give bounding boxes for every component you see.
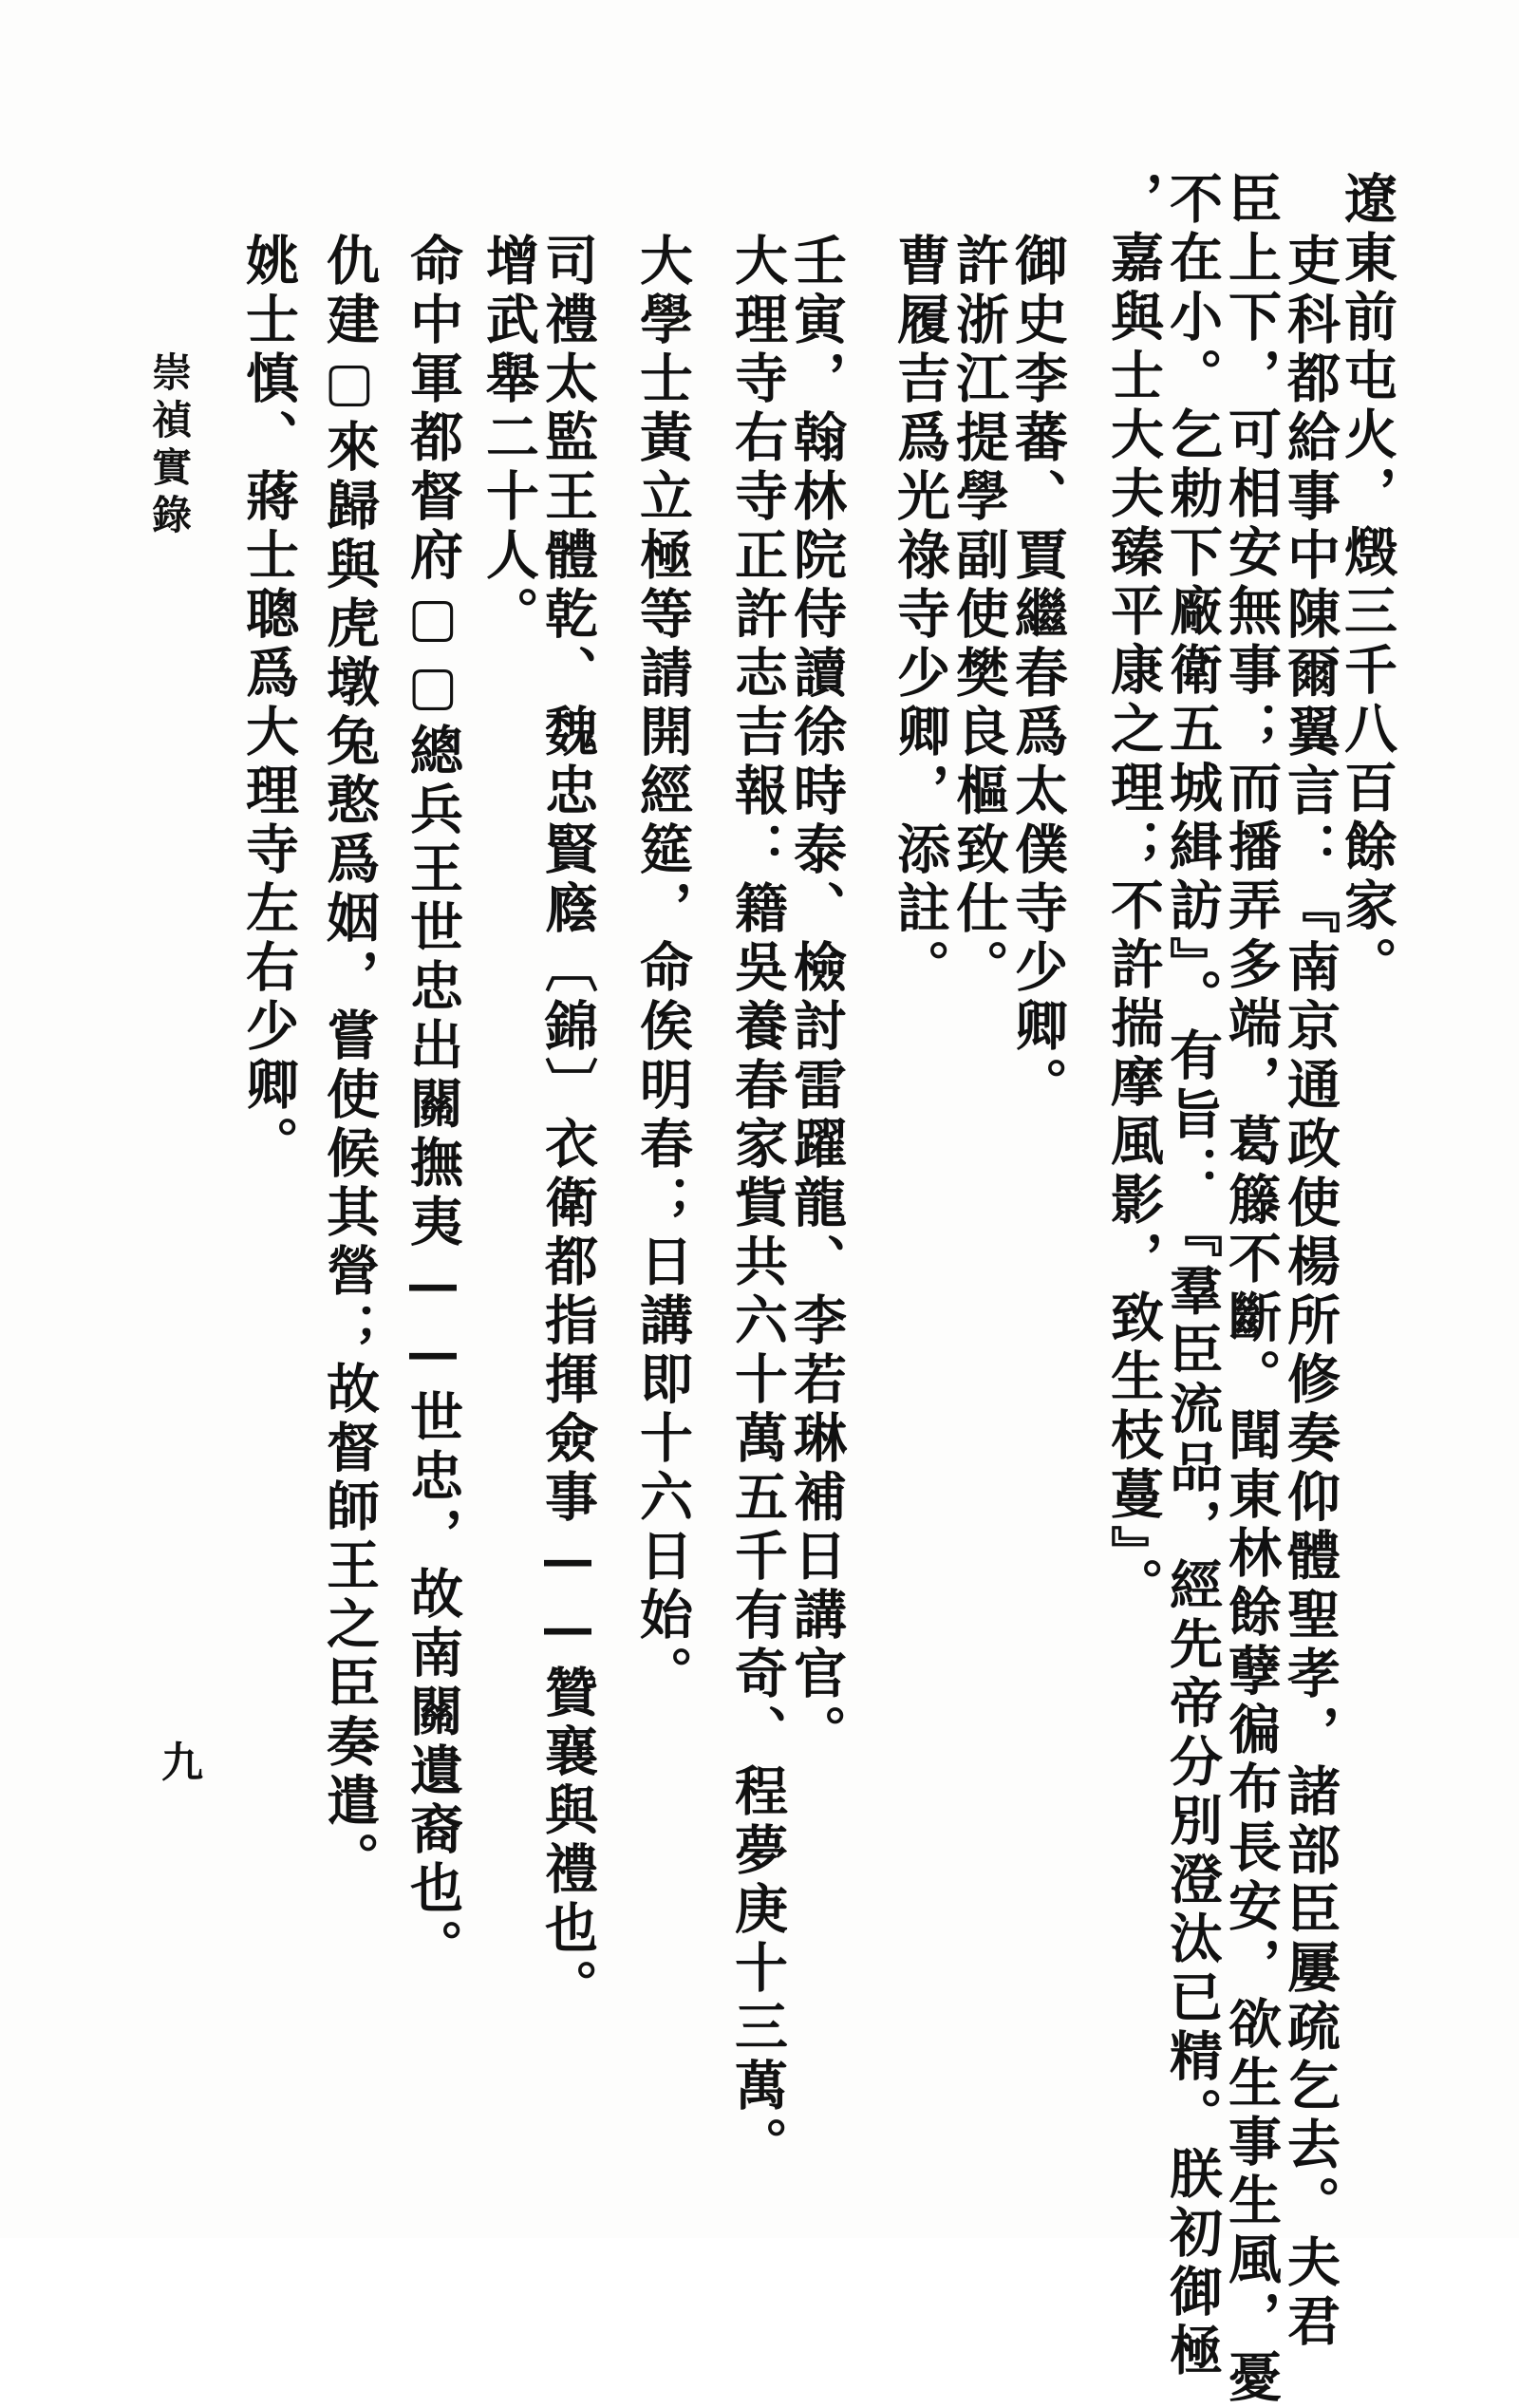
text-column-8: 曹履吉爲光祿寺少卿，添註。 — [889, 233, 951, 998]
text-column-11: 大學士黃立極等請開經筵，命俟明春；日講即十六日始。 — [631, 233, 694, 1704]
text-column-10: 大理寺右寺正許志吉報：籍吳養春家貲共六十萬五千有奇、程夢庚十三萬。 — [726, 233, 789, 2175]
text-column-2: 吏科都給事中陳爾翼言：『南京通政使楊所修奏仰體聖孝，諸部臣屢疏乞去。夫君 — [1279, 233, 1341, 2352]
text-column-16: 姚士慎、蔣士聰爲大理寺左右少卿。 — [237, 233, 300, 1175]
text-column-5: ，嘉與士大夫臻平康之理；不許揣摩風影，致生枝蔓』。 — [1102, 171, 1165, 1616]
page-number: 九 — [161, 1739, 203, 1787]
text-column-4: 不在小。乞勅下廠衛五城緝訪』。有旨：『羣臣流品，經先帝分別澄汰已精。朕初御極 — [1161, 171, 1224, 2381]
text-column-13: 增武舉二十人。 — [478, 233, 540, 645]
book-title: 崇禎實錄 — [146, 351, 193, 541]
text-column-6: 御史李蕃、賈繼春爲太僕寺少卿。 — [1006, 233, 1069, 1116]
text-column-7: 許浙江提學副使樊良樞致仕。 — [947, 233, 1010, 998]
text-column-9: 壬寅，翰林院侍讀徐時泰、檢討雷躍龍、李若琳補日講官。 — [785, 233, 848, 1763]
text-column-15: 仇建▢來歸與虎墩兔憨爲姻，嘗使候其營；故督師王之臣奏遣。 — [318, 233, 381, 1891]
text-column-14: 命中軍都督府▢▢總兵王世忠出關撫夷——世忠，故南關遺裔也。 — [402, 233, 464, 1978]
text-column-3: 臣上下，可相安無事；而播弄多端，葛籐不斷。聞東林餘孽徧布長安，欲生事生風，憂 — [1220, 171, 1283, 2408]
text-column-12: 司禮太監王體乾、魏忠賢廕〔錦〕衣衛都指揮僉事——贊襄與禮也。 — [536, 233, 599, 2018]
text-column-1: 遼東前屯火，燬三千八百餘家。 — [1336, 171, 1398, 995]
